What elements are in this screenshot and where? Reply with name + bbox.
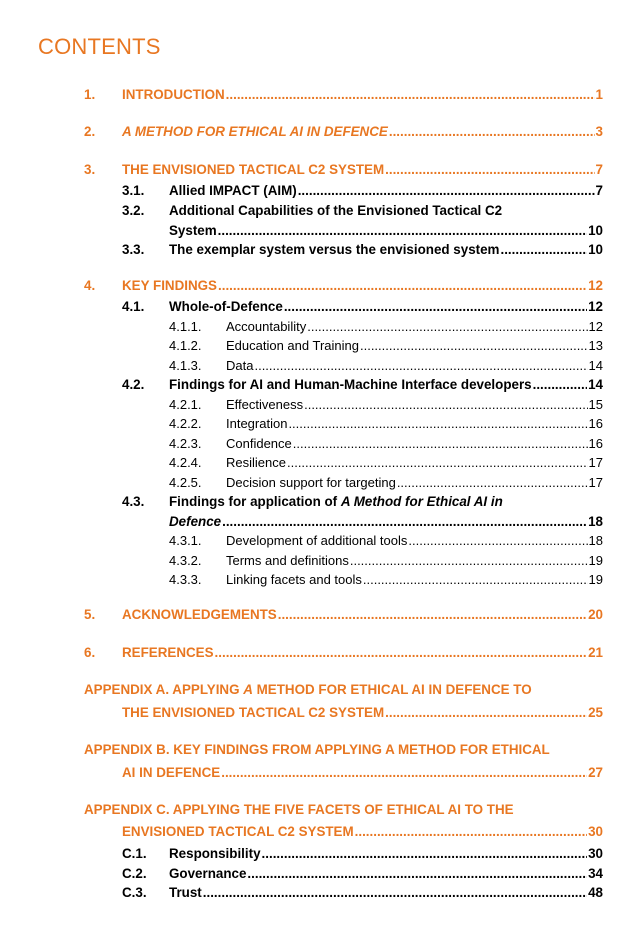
toc-entry-effectiveness[interactable] — [226, 396, 603, 414]
toc-entry-page: 12 — [588, 278, 603, 293]
dot-leader — [397, 474, 588, 492]
toc-entry-title: Findings for AI and Human-Machine Interface developers — [169, 377, 532, 392]
toc-entry-title: Whole-of-Defence — [169, 299, 283, 314]
toc-entry-number: 4.3.1. — [169, 533, 202, 548]
dot-leader — [350, 552, 588, 570]
toc-entry-page: 14 — [588, 358, 603, 373]
toc-entry-governance[interactable] — [169, 865, 603, 883]
toc-entry-number: C.2. — [122, 866, 147, 881]
toc-entry-appendix-a[interactable] — [122, 704, 603, 722]
toc-entry-number: 1. — [84, 87, 96, 102]
toc-entry-linking-facets[interactable] — [226, 571, 603, 589]
toc-entry-number: 4. — [84, 278, 96, 293]
dot-leader — [500, 241, 587, 259]
toc-entry-page: 3 — [595, 124, 603, 139]
toc-entry-page: 10 — [588, 242, 603, 257]
toc-entry-terms-definitions[interactable] — [226, 552, 603, 570]
toc-entry-title: Linking facets and tools — [226, 572, 362, 587]
dot-leader — [218, 222, 587, 240]
toc-entry-whole-of-defence[interactable] — [169, 298, 603, 316]
toc-entry-number: 3.2. — [122, 203, 145, 218]
toc-entry-number: 3.3. — [122, 242, 145, 257]
toc-entry-number: 4.2.2. — [169, 416, 202, 431]
toc-entry-title-continued: ENVISIONED TACTICAL C2 SYSTEM — [122, 824, 354, 839]
toc-entry-title: A METHOD FOR ETHICAL AI IN DEFENCE — [122, 124, 388, 139]
dot-leader — [287, 454, 588, 472]
toc-entry-page: 16 — [588, 416, 603, 431]
dot-leader — [385, 161, 594, 179]
toc-entry-page: 12 — [588, 299, 603, 314]
toc-entry-number: 4.2.4. — [169, 455, 202, 470]
toc-entry-page: 34 — [588, 866, 603, 881]
toc-entry-page: 13 — [588, 338, 603, 353]
toc-entry-findings-application[interactable] — [169, 513, 603, 531]
toc-entry-title: Integration — [226, 416, 288, 431]
toc-entry-page: 17 — [588, 475, 603, 490]
toc-entry-title: Trust — [169, 885, 202, 900]
toc-entry-number: 4.3.2. — [169, 553, 202, 568]
dot-leader — [360, 337, 588, 355]
dot-leader — [304, 396, 587, 414]
toc-entry-page: 30 — [588, 846, 603, 861]
dot-leader — [221, 764, 587, 782]
toc-entry-page: 19 — [588, 553, 603, 568]
toc-entry-title: Additional Capabilities of the Envisioned Tactical C2 — [169, 203, 503, 218]
dot-leader — [385, 704, 587, 722]
toc-entry-title: Terms and definitions — [226, 553, 349, 568]
toc-entry-page: 17 — [588, 455, 603, 470]
toc-entry-title-part: METHOD FOR ETHICAL AI IN DEFENCE TO — [252, 682, 532, 697]
toc-entry-number: C.1. — [122, 846, 147, 861]
toc-entry-number: 4.1.3. — [169, 358, 202, 373]
toc-entry-method[interactable] — [122, 123, 603, 141]
toc-entry-allied-impact[interactable] — [169, 182, 603, 200]
dot-leader — [203, 884, 587, 902]
toc-entry-page: 48 — [588, 885, 603, 900]
toc-entry-title: Responsibility — [169, 846, 261, 861]
toc-entry-appendix-c[interactable] — [122, 823, 603, 841]
toc-entry-number: C.3. — [122, 885, 147, 900]
toc-entry-acknowledgements[interactable] — [122, 606, 603, 624]
toc-entry-page: 18 — [588, 533, 603, 548]
toc-entry-page: 30 — [588, 824, 603, 839]
toc-entry-integration[interactable] — [226, 415, 603, 433]
dot-leader — [262, 845, 588, 863]
toc-entry-title: REFERENCES — [122, 645, 214, 660]
dot-leader — [247, 865, 587, 883]
toc-entry-page: 7 — [595, 183, 603, 198]
toc-entry-number: 4.2. — [122, 377, 145, 392]
dot-leader — [355, 823, 587, 841]
toc-entry-decision-support[interactable] — [226, 474, 603, 492]
toc-entry-number: 4.1.2. — [169, 338, 202, 353]
toc-entry-number: 3.1. — [122, 183, 145, 198]
toc-entry-title-part-italic: A Method for Ethical AI in — [340, 494, 503, 509]
toc-entry-page: 21 — [588, 645, 603, 660]
dot-leader — [218, 277, 587, 295]
toc-entry-page: 10 — [588, 223, 603, 238]
dot-leader — [389, 123, 595, 141]
dot-leader — [298, 182, 595, 200]
dot-leader — [254, 357, 587, 375]
toc-entry-page: 14 — [588, 377, 603, 392]
dot-leader — [226, 86, 595, 104]
dot-leader — [288, 415, 587, 433]
toc-entry-exemplar-vs-envisioned[interactable] — [169, 241, 603, 259]
toc-entry-title: The exemplar system versus the envisioned system — [169, 242, 500, 257]
toc-entry-page: 7 — [595, 162, 603, 177]
dot-leader — [363, 571, 588, 589]
toc-entry-key-findings[interactable] — [122, 277, 603, 295]
dot-leader — [222, 513, 587, 531]
dot-leader — [284, 298, 587, 316]
toc-entry-page: 16 — [588, 436, 603, 451]
toc-entry-education-training[interactable] — [226, 337, 603, 355]
toc-entry-title: Decision support for targeting — [226, 475, 396, 490]
toc-entry-number: 6. — [84, 645, 96, 660]
toc-entry-responsibility[interactable] — [169, 845, 603, 863]
toc-entry-page: 27 — [588, 765, 603, 780]
toc-entry-page: 25 — [588, 705, 603, 720]
toc-entry-findings-developers[interactable] — [169, 376, 603, 394]
dot-leader — [408, 532, 587, 550]
toc-entry-page: 20 — [588, 607, 603, 622]
toc-entry-title: Education and Training — [226, 338, 359, 353]
toc-appendix-title: APPENDIX B. KEY FINDINGS FROM APPLYING A METHOD FOR ETHICAL — [84, 742, 550, 757]
toc-entry-number: 3. — [84, 162, 96, 177]
toc-entry-number: 4.1. — [122, 299, 145, 314]
toc-entry-number: 5. — [84, 607, 96, 622]
toc-entry-title: INTRODUCTION — [122, 87, 225, 102]
toc-entry-data[interactable] — [226, 357, 603, 375]
toc-entry-title-part: APPENDIX A. APPLYING — [84, 682, 244, 697]
toc-entry-title: ACKNOWLEDGEMENTS — [122, 607, 277, 622]
toc-entry-title: Allied IMPACT (AIM) — [169, 183, 297, 198]
toc-entry-number: 4.3.3. — [169, 572, 202, 587]
toc-entry-title-continued: THE ENVISIONED TACTICAL C2 SYSTEM — [122, 705, 385, 720]
toc-entry-page: 19 — [588, 572, 603, 587]
toc-entry-number: 4.2.1. — [169, 397, 202, 412]
toc-entry-resilience[interactable] — [226, 454, 603, 472]
toc-entry-title: Resilience — [226, 455, 286, 470]
dot-leader — [307, 318, 587, 336]
toc-entry-title: Accountability — [226, 319, 307, 334]
toc-entry-title-continued: AI IN DEFENCE — [122, 765, 221, 780]
toc-entry-number: 4.1.1. — [169, 319, 202, 334]
toc-entry-title-continued: System — [169, 223, 217, 238]
dot-leader — [278, 606, 587, 624]
toc-entry-accountability[interactable] — [226, 318, 603, 336]
toc-entry-title: THE ENVISIONED TACTICAL C2 SYSTEM — [122, 162, 385, 177]
toc-entry-number: 4.3. — [122, 494, 145, 509]
toc-entry-introduction[interactable] — [122, 86, 603, 104]
toc-entry-confidence[interactable] — [226, 435, 603, 453]
dot-leader — [215, 644, 588, 662]
toc-entry-title-continued: Defence — [169, 514, 222, 529]
toc-entry-number: 2. — [84, 124, 96, 139]
toc-entry-envisioned-system[interactable] — [122, 161, 603, 179]
toc-entry-page: 12 — [588, 319, 603, 334]
toc-entry-title: Development of additional tools — [226, 533, 408, 548]
toc-entry-title-part-italic: A — [243, 682, 253, 697]
dot-leader — [293, 435, 588, 453]
toc-entry-title: Effectiveness — [226, 397, 304, 412]
toc-entry-title-part: Findings for application of — [169, 494, 341, 509]
toc-entry-title — [169, 493, 503, 511]
toc-entry-references[interactable] — [122, 644, 603, 662]
toc-appendix-title: APPENDIX C. APPLYING THE FIVE FACETS OF ETHICAL AI TO THE — [84, 802, 514, 817]
toc-entry-title: KEY FINDINGS — [122, 278, 217, 293]
toc-entry-title: Data — [226, 358, 254, 373]
toc-entry-page: 1 — [595, 87, 603, 102]
toc-entry-appendix-b[interactable] — [122, 764, 603, 782]
toc-entry-number: 4.2.5. — [169, 475, 202, 490]
toc-entry-title: Governance — [169, 866, 247, 881]
toc-entry-trust[interactable] — [169, 884, 603, 902]
toc-entry-additional-capabilities[interactable] — [169, 222, 603, 240]
toc-appendix-title — [84, 681, 532, 699]
page-title: CONTENTS — [38, 34, 161, 59]
toc-entry-page: 18 — [588, 514, 603, 529]
toc-entry-title: Confidence — [226, 436, 292, 451]
toc-entry-number: 4.2.3. — [169, 436, 202, 451]
toc-entry-additional-tools[interactable] — [226, 532, 603, 550]
dot-leader — [533, 376, 587, 394]
toc-entry-page: 15 — [588, 397, 603, 412]
